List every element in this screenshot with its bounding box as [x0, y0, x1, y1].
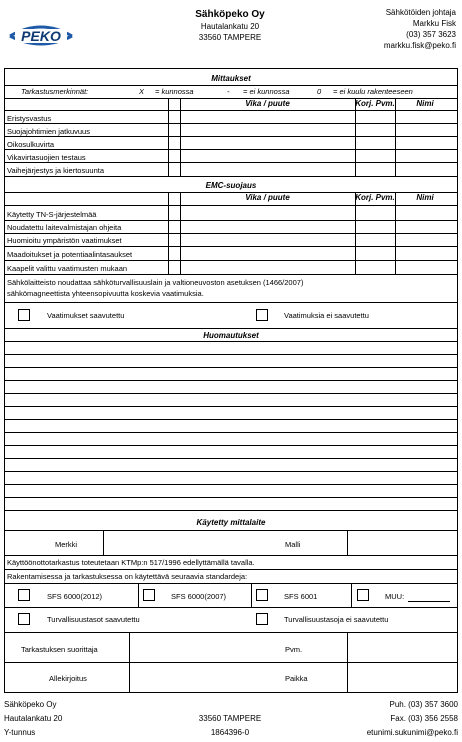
footer-right: [367, 699, 458, 738]
emc-row-4: Maadoitukset ja potentiaalintasaukset: [7, 250, 133, 259]
legend-dash-mark: -: [227, 87, 230, 96]
footer-ytunnus-label: Y-tunnus: [4, 728, 36, 737]
section-title-remarks: Huomautukset: [203, 331, 259, 340]
standards-text-1: Käyttöönottotarkastus toteutetaan KTMp:n 517/1996 edellyttämällä tavalla.: [7, 558, 255, 567]
label-brand: Merkki: [55, 540, 78, 549]
contact-phone: (03) 357 3623: [406, 30, 456, 39]
label-sfs-6000-2012: SFS 6000(2012): [47, 592, 103, 601]
contact-email: markku.fisk@peko.fi: [383, 41, 456, 50]
section-title-emc: EMC-suojaus: [205, 181, 257, 190]
label-requirements-not-met: Vaatimuksia ei saavutettu: [284, 311, 369, 320]
checkbox-safety-met[interactable]: [18, 613, 30, 625]
emc-header-date: Korj. Pvm.: [355, 193, 395, 202]
label-place: Paikka: [285, 674, 308, 683]
logo-text: PEKO: [21, 28, 61, 44]
emc-row-5: Kaapelit valittu vaatimusten mukaan: [7, 264, 128, 273]
checkbox-other-standard[interactable]: [357, 589, 369, 601]
compliance-text-1: Sähkölaitteisto noudattaa sähköturvallisuuslain ja valtioneuvoston asetuksen (1466/2007): [7, 278, 304, 287]
footer-phone: Puh. (03) 357 3600: [389, 700, 458, 709]
mittaukset-header-date: Korj. Pvm.: [355, 99, 395, 108]
contact-title: Sähkötöiden johtaja: [385, 8, 456, 17]
company-address: Hautalankatu 20: [200, 22, 260, 31]
standards-text-2: Rakentamisessa ja tarkastuksessa on käytettävä seuraavia standardeja:: [7, 572, 248, 581]
checkbox-sfs-6001[interactable]: [256, 589, 268, 601]
footer-company: Sähköpeko Oy: [4, 700, 57, 709]
label-requirements-met: Vaatimukset saavutettu: [47, 311, 125, 320]
label-sfs-6000-2007: SFS 6000(2007): [171, 592, 227, 601]
footer-email: etunimi.sukunimi@peko.fi: [366, 728, 458, 737]
label-sfs-6001: SFS 6001: [284, 592, 318, 601]
mittaukset-row-2: Suojajohtimien jatkuvuus: [7, 127, 90, 136]
checkbox-safety-not-met[interactable]: [256, 613, 268, 625]
label-signature-date: Pvm.: [285, 645, 303, 654]
legend-x-mark: X: [139, 87, 145, 96]
mittaukset-row-5: Vaihejärjestys ja kiertosuunta: [7, 166, 104, 175]
mittaukset-row-3: Oikosulkuvirta: [7, 140, 55, 149]
compliance-text-2: sähkömagneettista yhteensopivuutta koskevia vaatimuksia.: [7, 289, 204, 298]
legend-dash-text: = ei kunnossa: [243, 87, 290, 96]
mittaukset-header-issue: Vika / puute: [245, 99, 290, 108]
footer-fax: Fax. (03) 356 2558: [390, 714, 458, 723]
label-signature: Allekirjoitus: [49, 674, 87, 683]
label-safety-not-met: Turvallisuustasoja ei saavutettu: [284, 615, 389, 624]
emc-header-name: Nimi: [416, 193, 434, 202]
company-city: 33560 TAMPERE: [198, 33, 262, 42]
checkbox-sfs-6000-2007[interactable]: [143, 589, 155, 601]
checkbox-requirements-met[interactable]: [18, 309, 30, 321]
mittaukset-header-name: Nimi: [416, 99, 434, 108]
section-title-mittaukset: Mittaukset: [211, 74, 251, 83]
label-model: Malli: [285, 540, 301, 549]
footer-ytunnus: 1864396-0: [210, 728, 250, 737]
label-performer: Tarkastuksen suorittaja: [21, 645, 98, 654]
footer-left: [4, 699, 62, 738]
emc-header-issue: Vika / puute: [245, 193, 290, 202]
checkbox-sfs-6000-2012[interactable]: [18, 589, 30, 601]
inspection-form: [4, 68, 458, 693]
legend-x-text: = kunnossa: [155, 87, 194, 96]
other-standard-field[interactable]: [408, 601, 450, 602]
peko-logo: [8, 20, 74, 50]
footer-address: Hautalankatu 20: [4, 714, 63, 723]
company-header: [150, 8, 310, 43]
legend-o-text: = ei kuulu rakenteeseen: [333, 87, 413, 96]
contact-name: Markku Fisk: [412, 19, 456, 28]
label-other-standard: MUU:: [385, 592, 405, 601]
checkbox-requirements-not-met[interactable]: [256, 309, 268, 321]
footer-center: [180, 713, 280, 738]
emc-row-2: Noudatettu laitevalmistajan ohjeita: [7, 223, 122, 232]
section-title-instrument: Käytetty mittalaite: [196, 518, 266, 527]
emc-row-3: Huomioitu ympäristön vaatimukset: [7, 236, 122, 245]
emc-row-1: Käytetty TN-S-järjestelmää: [7, 210, 97, 219]
label-safety-met: Turvallisuustasot saavutettu: [47, 615, 140, 624]
mittaukset-row-4: Vikavirtasuojien testaus: [7, 153, 86, 162]
footer-city: 33560 TAMPERE: [198, 714, 262, 723]
legend-o-mark: 0: [317, 87, 322, 96]
company-name: Sähköpeko Oy: [195, 9, 265, 20]
mittaukset-row-1: Eristysvastus: [7, 114, 52, 123]
legend-label: Tarkastusmerkinnät:: [21, 87, 89, 96]
contact-block: [384, 7, 456, 51]
